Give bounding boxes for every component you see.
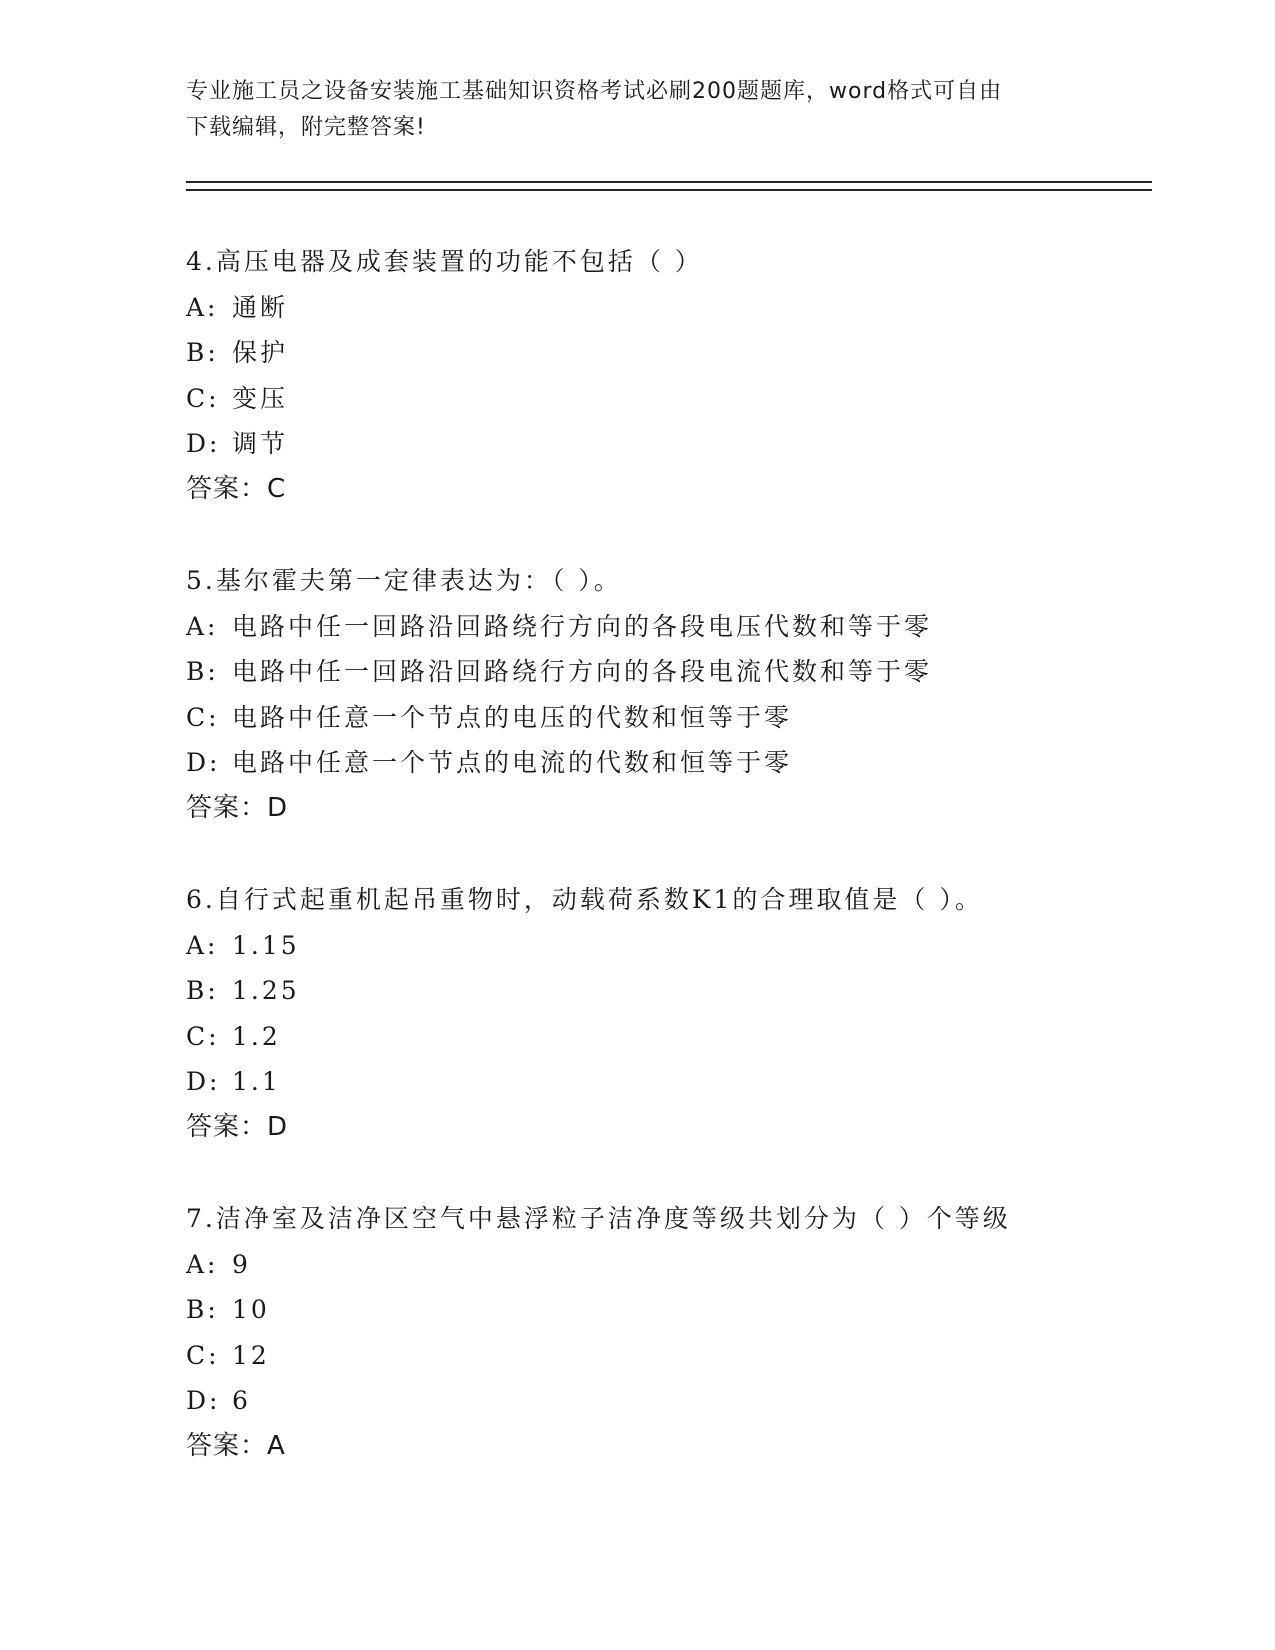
option-letter: C: [186,702,220,732]
option-c [186,695,1152,741]
option-text: 1.1 [232,1067,281,1096]
answer-line: 答案：C [186,473,287,504]
option-letter: D: [186,1386,221,1415]
option-text: 1.25 [232,976,300,1005]
question-stem: 4.高压电器及成套装置的功能不包括（ ） [186,247,703,276]
option-letter: C: [186,1021,220,1051]
option-text: 1.2 [232,1021,281,1051]
option-d [186,1059,1152,1105]
question-stem: 5.基尔霍夫第一定律表达为：（ ）。 [186,566,622,595]
option-text: 电路中任一回路沿回路绕行方向的各段电压代数和等于零 [232,611,933,641]
option-letter: B: [186,338,219,367]
option-a [186,923,1152,969]
question-stem: 7.洁净室及洁净区空气中悬浮粒子洁净度等级共划分为（ ）个等级 [186,1204,1011,1233]
header-line-1: 专业施工员之设备安装施工基础知识资格考试必刷200题题库，word格式可自由 [186,79,1003,104]
option-letter: D: [186,748,221,777]
question-6 [186,877,1152,1150]
option-letter: B: [186,976,219,1005]
option-d [186,740,1152,786]
option-b [186,330,1152,376]
option-text: 变压 [232,383,289,413]
answer-line: 答案：A [186,1430,286,1461]
option-letter: A: [186,611,219,641]
option-b [186,649,1152,695]
answer-line: 答案：D [186,1111,289,1142]
option-text: 1.15 [232,930,300,960]
option-d [186,421,1152,467]
question-5 [186,558,1152,831]
answer-line: 答案：D [186,792,289,823]
question-4 [186,239,1152,512]
header-double-rule [186,181,1152,191]
option-letter: A: [186,930,219,960]
option-letter: B: [186,657,219,686]
option-text: 保护 [232,338,289,367]
document-page [186,74,1152,1515]
option-text: 通断 [232,292,289,322]
option-letter: D: [186,429,221,458]
option-letter: A: [186,1249,219,1279]
option-b [186,1287,1152,1333]
option-letter: D: [186,1067,221,1096]
question-stem: 6.自行式起重机起吊重物时，动载荷系数K1的合理取值是（ ）。 [186,885,983,914]
question-list [186,239,1152,1469]
option-c [186,1333,1152,1379]
option-text: 12 [232,1340,270,1370]
option-c [186,1014,1152,1060]
header-line-2: 下载编辑，附完整答案! [186,115,426,140]
option-text: 调节 [232,429,289,458]
option-a [186,604,1152,650]
option-letter: A: [186,292,219,322]
question-7 [186,1196,1152,1469]
option-text: 9 [232,1249,251,1279]
option-text: 电路中任意一个节点的电压的代数和恒等于零 [232,702,793,732]
option-a [186,285,1152,331]
option-c [186,376,1152,422]
option-letter: B: [186,1295,219,1324]
option-d [186,1378,1152,1424]
document-header [186,74,1066,146]
option-text: 6 [232,1386,251,1415]
option-letter: C: [186,1340,220,1370]
option-b [186,968,1152,1014]
option-text: 电路中任一回路沿回路绕行方向的各段电流代数和等于零 [232,657,933,686]
option-text: 电路中任意一个节点的电流的代数和恒等于零 [232,748,793,777]
option-text: 10 [232,1295,270,1324]
option-a [186,1242,1152,1288]
option-letter: C: [186,383,220,413]
